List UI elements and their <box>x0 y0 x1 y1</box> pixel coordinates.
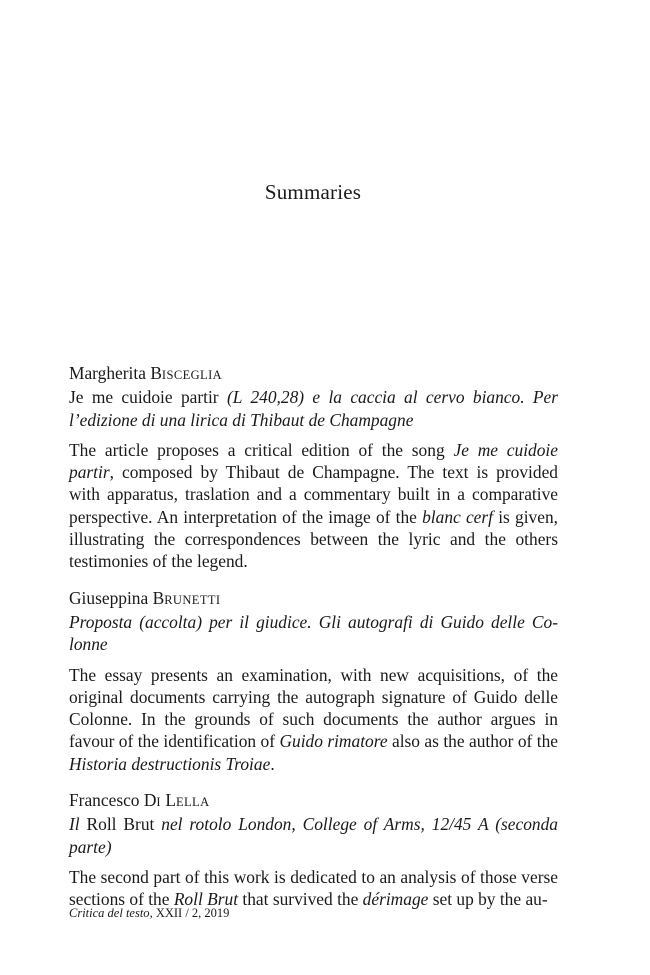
abstract-italic: Je me cuidoie partir <box>69 439 558 483</box>
page-footer <box>69 906 229 921</box>
author-last-smallcaps: ISCEGLIA <box>161 368 223 382</box>
title-upright: Je me cuidoie partir <box>69 387 219 408</box>
title-italic: (L 240,28) e la caccia al cervo bianco. Per l’edizione di una lirica di Thibaut de Champagne <box>69 387 559 430</box>
abstract-italic: dérimage <box>362 889 429 910</box>
abstract-text: , composed by Thibaut de Champagne. The text is provided with apparatus, traslation and a commentary built in a comparative perspective. An interpretation of the image of the <box>69 462 558 527</box>
author-last2-initial: L <box>165 790 176 811</box>
article-abstract <box>69 439 558 573</box>
abstract-italic: Historia destructionis Troiae <box>69 753 271 774</box>
title-italic: nel rotolo London, College of Arms, 12/45 A (seconda parte) <box>69 814 558 857</box>
abstract-italic: blanc cerf <box>422 506 493 527</box>
journal-name: Critica del testo <box>69 906 150 920</box>
author-last-initial: D <box>143 790 157 811</box>
author-first-name: Francesco <box>69 790 140 811</box>
title-italic: Il <box>69 814 80 835</box>
summary-entry-bisceglia <box>69 362 558 573</box>
author-name <box>69 587 558 611</box>
abstract-italic: Roll Brut <box>173 889 239 910</box>
article-title <box>69 386 558 431</box>
author-last-initial: B <box>152 587 165 608</box>
summary-entry-brunetti <box>69 587 558 775</box>
author-last-smallcaps: I <box>156 795 161 810</box>
abstract-text: . <box>270 753 275 774</box>
author-last2-smallcaps: ELLA <box>175 795 210 810</box>
abstract-text: also as the author of the <box>387 731 558 752</box>
abstract-text: The essay presents an examination, with new acquisitions, of the original documents carrying the autograph signature of Guido delle Colonne. In the grounds of such documents the author argues in favour of the identification of <box>69 664 558 752</box>
article-abstract <box>69 866 558 911</box>
author-name <box>69 789 558 813</box>
author-name <box>69 362 558 386</box>
page-title: Summaries <box>264 180 362 204</box>
title-italic: Proposta (accolta) per il giudice. Gli autografi di Guido delle Colonne <box>69 611 558 655</box>
journal-issue: , XXII / 2, 2019 <box>149 906 230 920</box>
abstract-text: The article proposes a critical edition of the song <box>69 439 454 460</box>
author-last-initial: B <box>150 363 162 383</box>
abstract-text: is given, illustrating the correspondences between the lyric and the others testimonies of the legend. <box>69 506 558 572</box>
author-first-name: Giuseppina <box>69 587 149 608</box>
abstract-text: The second part of this work is dedicated to an analysis of those verse sections of the <box>69 866 558 910</box>
summary-entry-di-lella <box>69 789 558 910</box>
abstract-italic: Guido rimatore <box>279 731 388 752</box>
article-abstract <box>69 664 558 775</box>
summaries-list <box>69 362 558 925</box>
title-upright: Roll Brut <box>79 814 162 835</box>
author-last-smallcaps: RUNETTI <box>164 592 221 607</box>
author-first-name: Margherita <box>69 363 146 383</box>
article-title <box>69 813 558 858</box>
article-title <box>69 611 558 656</box>
abstract-text: that survived the <box>238 889 363 910</box>
abstract-text: set up by the au- <box>428 889 548 910</box>
